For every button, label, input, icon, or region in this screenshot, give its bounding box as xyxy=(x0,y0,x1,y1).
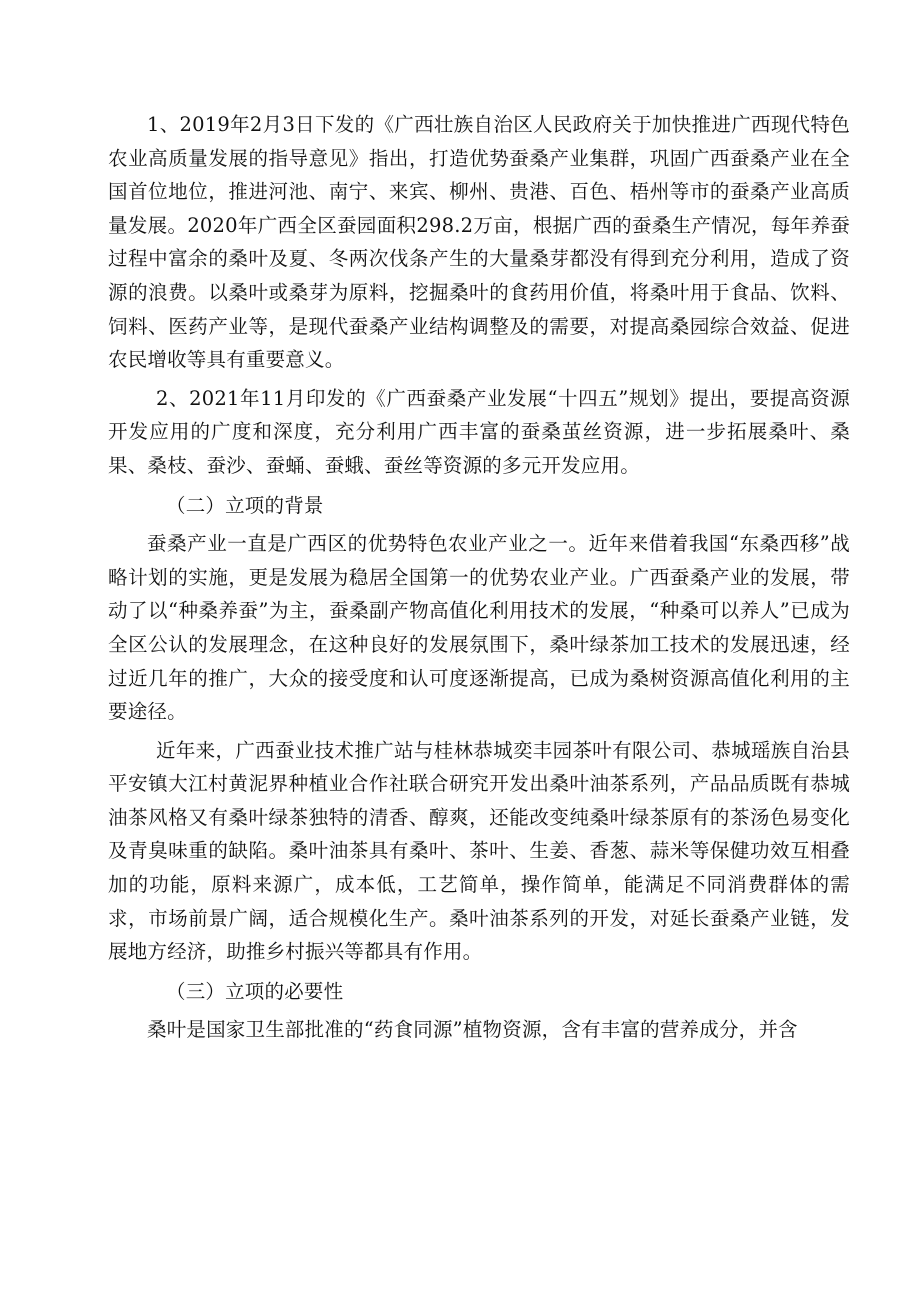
paragraph-background: 蚕桑产业一直是广西区的优势特色农业产业之一。近年来借着我国“东桑西移”战略计划的实施，更是发展为稳居全国第一的优势农业产业。广西蚕桑产业的发展，带动了以“种桑养蚕”为主，蚕桑副产物高值化利用技术的发展，“种桑可以养人”已成为全区公认的发展理念，在这种良好的发展氛围下，桑叶绿茶加工技术的发展迅速，经过近几年的推广，大众的接受度和认可度逐渐提高，已成为桑树资源高值化利用的主要途径。 xyxy=(108,532,850,724)
section-heading-necessity: （三）立项的必要性 xyxy=(166,979,344,1003)
section-heading-background: （二）立项的背景 xyxy=(166,493,324,517)
paragraph-necessity: 桑叶是国家卫生部批准的“药食同源”植物资源，含有丰富的营养成分，并含 xyxy=(147,1018,798,1042)
paragraph-plan-2021: 2、2021年11月印发的《广西蚕桑产业发展“十四五”规划》提出，要提高资源开发应用的广度和深度，充分利用广西丰富的蚕桑茧丝资源，进一步拓展桑叶、桑果、桑枝、蚕沙、蚕蛹、蚕蛾、蚕丝等资源的多元开发应用。 xyxy=(108,386,850,477)
paragraph-guideline-2019: 1、2019年2月3日下发的《广西壮族自治区人民政府关于加快推进广西现代特色农业高质量发展的指导意见》指出，打造优势蚕桑产业集群，巩固广西蚕桑产业在全国首位地位，推进河池、南宁、来宾、柳州、贵港、百色、梧州等市的蚕桑产业高质量发展。2020年广西全区蚕园面积298.2万亩，根据广西的蚕桑生产情况，每年养蚕过程中富余的桑叶及夏、冬两次伐条产生的大量桑芽都没有得到充分利用，造成了资源的浪费。以桑叶或桑芽为原料，挖掘桑叶的食药用价值，将桑叶用于食品、饮料、饲料、医药产业等，是现代蚕桑产业结构调整及的需要，对提高桑园综合效益、促进农民增收等具有重要意义。 xyxy=(108,113,850,372)
paragraph-recent-development: 近年来，广西蚕业技术推广站与桂林恭城奕丰园茶叶有限公司、恭城瑶族自治县平安镇大江村黄泥界种植业合作社联合研究开发出桑叶油茶系列，产品品质既有恭城油茶风格又有桑叶绿茶独特的清香、醇爽，还能改变纯桑叶绿茶原有的茶汤色易变化及青臭味重的缺陷。桑叶油茶具有桑叶、茶叶、生姜、香葱、蒜米等保健功效互相叠加的功能，原料来源广，成本低，工艺简单，操作简单，能满足不同消费群体的需求，市场前景广阔，适合规模化生产。桑叶油茶系列的开发，对延长蚕桑产业链，发展地方经济，助推乡村振兴等都具有作用。 xyxy=(108,738,850,964)
document-page xyxy=(108,108,850,1047)
